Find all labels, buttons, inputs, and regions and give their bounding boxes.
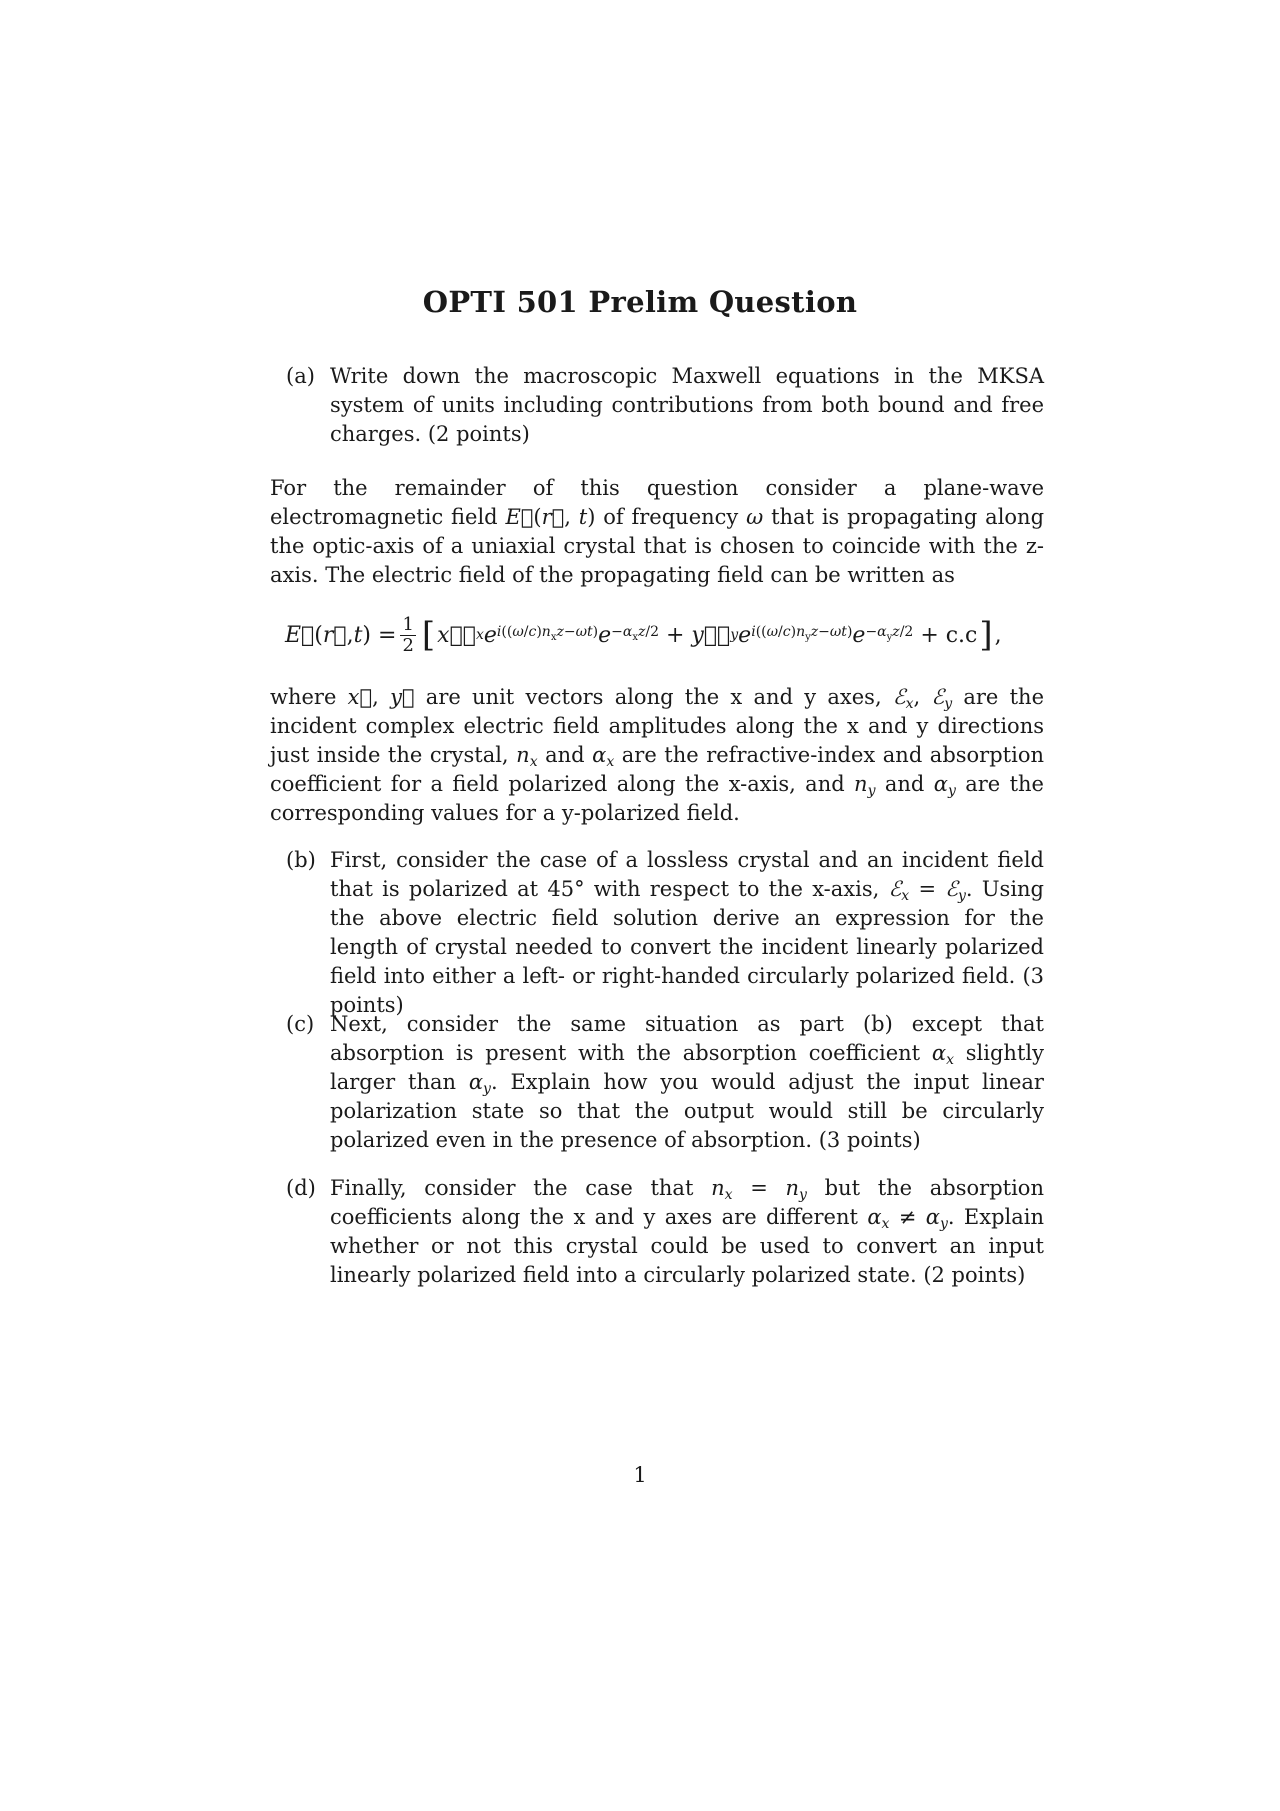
intro-paragraph: For the remainder of this question consider a plane-wave electromagnetic field E⃗(r⃗, t) of frequency ω that is propagating along the optic-axis of a uniaxial crystal that is chosen to coincide with the z-axis. The electric field of the propagating field can be written as [270,476,1045,587]
part-c-text: Next, consider the same situation as part (b) except that absorption is present with the absorption coefficient $\alpha_x$ slightly larger than $\alpha_y$. Explain how you would adjust the input linear polarization state so that the output would still be circularly polarized even in the presence of absorption. (3 points) [330,1012,1044,1152]
page-title: OPTI 501 Prelim Question [422,285,858,319]
part-a-label: (a) [286,364,315,388]
page-number: 1 [633,1463,647,1487]
half-fraction: $\frac{1}{2}$ [402,613,414,656]
field-symbol: E⃗ [505,505,534,529]
question-part-d [286,1174,1044,1290]
where-paragraph: where x⃗, y⃗ are unit vectors along the x and y axes, ℰ$_x$, ℰ$_y$ are the incident complex electric field amplitudes along the x and y directions just inside the crystal, $n_x$ and $\alpha_x$ are the refractive-index and absorption coefficient for a field polarized along the x-axis, and $n_y$ and $\alpha_y$ are the corresponding values for a y-polarized field. [270,685,1045,825]
omega-symbol: ω [746,505,764,529]
part-a-text: Write down the macroscopic Maxwell equations in the MKSA system of units including contributions from both bound and free charges. (2 points) [330,364,1044,446]
part-d-label: (d) [286,1176,316,1200]
intro-lead: For the remainder of this question consider a plane-wave electromagnetic field [270,476,1044,529]
intro-mid1: of frequency [603,505,739,529]
question-part-c [286,1010,1044,1155]
part-d-text: Finally, consider the case that $n_x = n_y$ but the absorption coefficients along the x and y axes are different $\alpha_x \ne \alpha_y$. Explain whether or not this crystal could be used to convert an input linearly polarized field into a circularly polarized state. (2 points) [330,1176,1044,1287]
question-part-a [286,362,1044,449]
cc-term: + c.c [920,622,978,648]
part-b-text: First, consider the case of a lossless crystal and an incident field that is polarized at 45° with respect to the x-axis, ℰ$_x$ = ℰ$_y$. Using the above electric field solution derive an expression for the length of crystal needed to convert the incident linearly polarized field into either a left- or right-handed circularly polarized field. (3 points) [330,848,1044,1017]
part-c-label: (c) [286,1012,315,1036]
question-part-b [286,846,1044,1020]
intro-mid2: that is propagating along the optic-axis of a uniaxial crystal that is chosen to coincide with the z-axis. The electric field of the propagating field can be written as [270,505,1045,587]
part-b-label: (b) [286,848,316,872]
field-equation: E⃗ ( r⃗ , t ) = $\frac{1}{2}$ [ x⃗ℰ x e $i((\omega/c)n_xz-\omega t)$ e $-\alpha_xz/2$ + y⃗ℰ y e $i((\omega/c)n_yz-\omega t)$ e $-\alpha_yz/2$ + c.c ] , [285,613,1002,656]
